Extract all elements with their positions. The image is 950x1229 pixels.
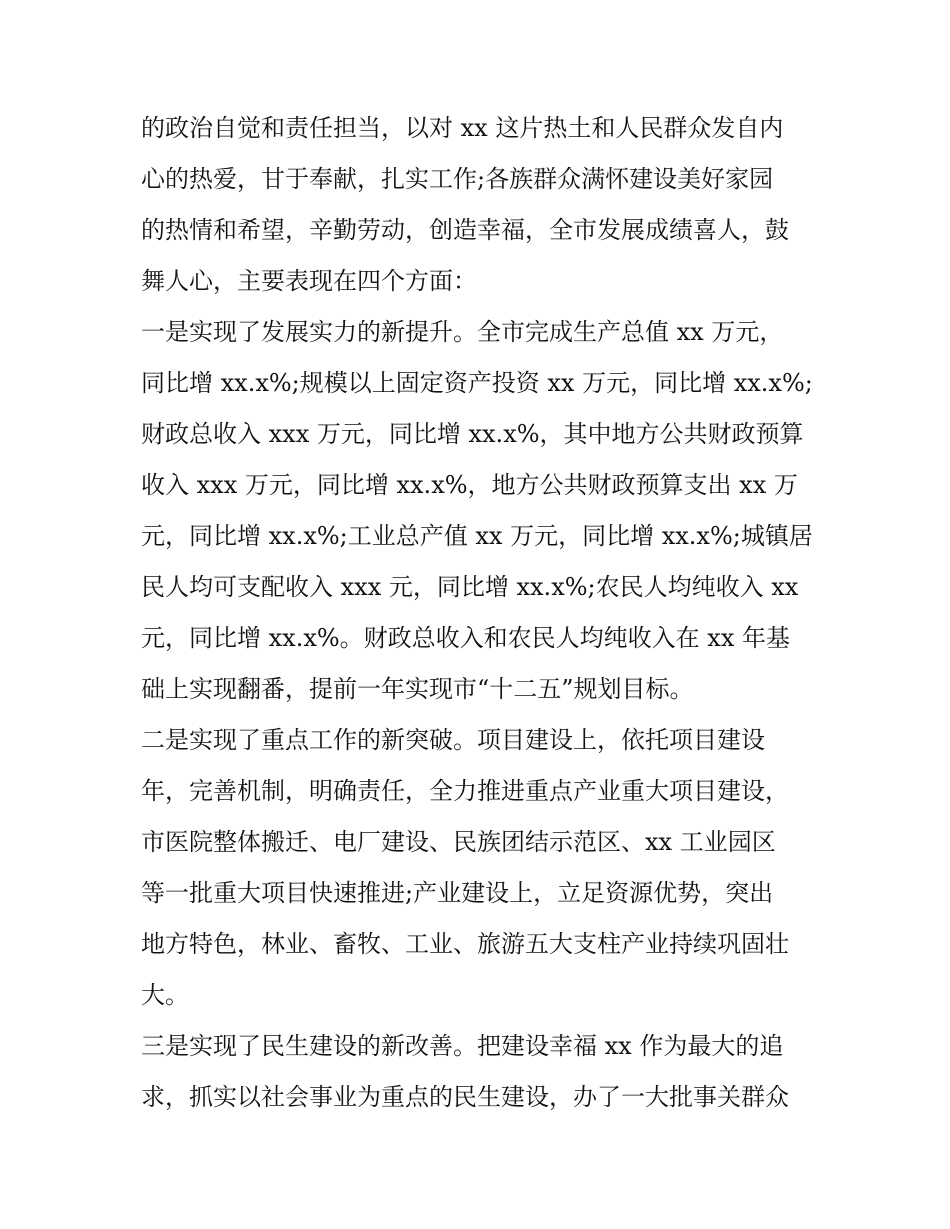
text-line: 三是实现了民生建设的新改善。把建设幸福 xx 作为最大的追 xyxy=(141,1032,784,1060)
text-line: 同比增 xx.x%;规模以上固定资产投资 xx 万元，同比增 xx.x%; xyxy=(141,369,813,397)
text-line: 大。 xyxy=(141,981,189,1009)
text-line: 求，抓实以社会事业为重点的民生建设，办了一大批事关群众 xyxy=(141,1083,789,1111)
text-line: 元，同比增 xx.x%。财政总收入和农民人均纯收入在 xx 年基 xyxy=(141,624,790,652)
text-line: 心的热爱，甘于奉献，扎实工作;各族群众满怀建设美好家园 xyxy=(141,165,774,193)
text-line: 等一批重大项目快速推进;产业建设上，立足资源优势，突出 xyxy=(141,879,774,907)
text-line: 收入 xxx 万元，同比增 xx.x%，地方公共财政预算支出 xx 万 xyxy=(141,471,798,499)
text-line: 一是实现了发展实力的新提升。全市完成生产总值 xx 万元， xyxy=(141,318,784,346)
text-line: 础上实现翻番，提前一年实现市“十二五”规划目标。 xyxy=(141,675,694,703)
text-line: 地方特色，林业、畜牧、工业、旅游五大支柱产业持续巩固壮 xyxy=(141,930,789,958)
text-line: 的政治自觉和责任担当，以对 xx 这片热土和人民群众发自内 xyxy=(141,114,784,142)
text-line: 年，完善机制，明确责任，全力推进重点产业重大项目建设， xyxy=(141,777,789,805)
text-line: 的热情和希望，辛勤劳动，创造幸福，全市发展成绩喜人，鼓 xyxy=(141,216,789,244)
text-line: 二是实现了重点工作的新突破。项目建设上，依托项目建设 xyxy=(141,726,765,754)
text-line: 市医院整体搬迁、电厂建设、民族团结示范区、xx 工业园区 xyxy=(141,828,776,856)
text-line: 舞人心，主要表现在四个方面： xyxy=(141,267,477,295)
text-line: 财政总收入 xxx 万元，同比增 xx.x%，其中地方公共财政预算 xyxy=(141,420,804,448)
text-line: 元，同比增 xx.x%;工业总产值 xx 万元，同比增 xx.x%;城镇居 xyxy=(141,522,813,550)
text-line: 民人均可支配收入 xxx 元，同比增 xx.x%;农民人均纯收入 xx xyxy=(141,573,799,601)
document-body xyxy=(141,103,821,1123)
